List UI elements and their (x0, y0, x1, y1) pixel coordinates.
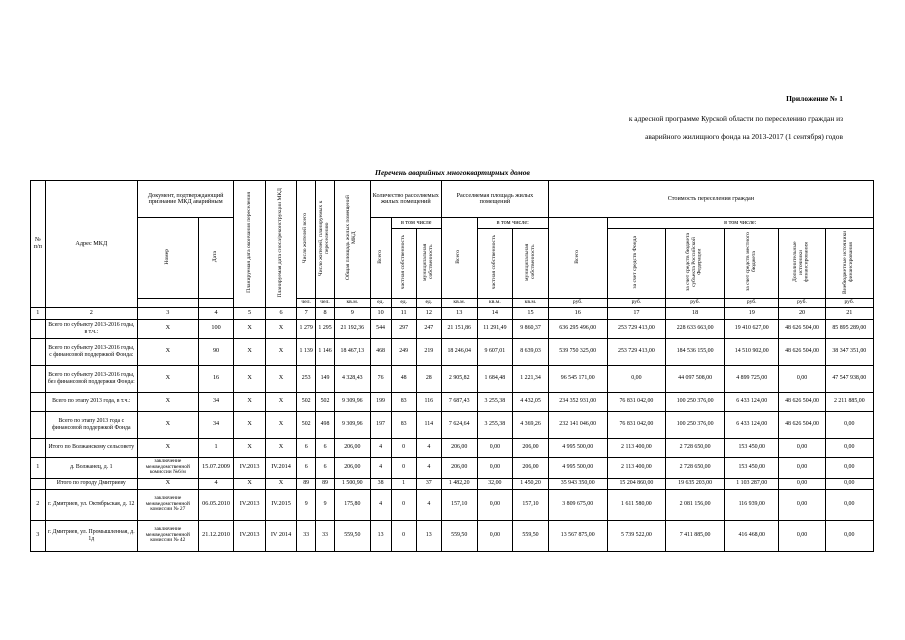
table-cell: Х (234, 392, 265, 411)
unit-cell: чел. (297, 298, 316, 307)
table-row (31, 365, 874, 392)
table-cell: 38 (370, 478, 391, 489)
table-cell: 1 103 287,00 (724, 478, 779, 489)
table-cell: IV.2014 (265, 457, 296, 478)
table-cell: Х (265, 411, 296, 438)
column-number: 13 (441, 307, 477, 319)
table-cell: 28 (416, 365, 441, 392)
table-cell: заключение межведомственной комиссии № 42 (137, 520, 198, 551)
header-residents: Число жителей всего (297, 181, 316, 299)
table-cell: 33 (297, 520, 316, 551)
header-cost-fund: за счет средств Фонда (607, 229, 666, 299)
table-row (31, 457, 874, 478)
table-cell: 15 204 860,00 (607, 478, 666, 489)
column-number: 4 (198, 307, 234, 319)
table-cell: 1 (31, 457, 46, 478)
table-row (31, 392, 874, 411)
table-cell: 21 151,86 (441, 319, 477, 338)
table-cell: 468 (370, 338, 391, 365)
header-rooms-total: Всего (370, 218, 391, 299)
table-cell: 157,10 (513, 489, 549, 520)
table-cell: 247 (416, 319, 441, 338)
table-cell: 116 (416, 392, 441, 411)
table-cell: 2 (31, 489, 46, 520)
table-cell: 0,00 (477, 438, 513, 457)
table-cell: 559,50 (513, 520, 549, 551)
header-cost-incl: в том числе: (607, 218, 873, 229)
header-total-area: Общая площадь жилых помещений МКД (334, 181, 370, 299)
table-cell: 16 (198, 365, 234, 392)
table-cell: 4 995 500,00 (548, 457, 607, 478)
table-cell: 6 (316, 438, 335, 457)
table-cell: 0,00 (825, 411, 873, 438)
table-cell: 0,00 (477, 457, 513, 478)
table-cell: 76 (370, 365, 391, 392)
column-number: 15 (513, 307, 549, 319)
table-cell: 0,00 (477, 520, 513, 551)
table-cell (31, 338, 46, 365)
table-cell: 1 (391, 478, 416, 489)
table-cell: 1 146 (316, 338, 335, 365)
table-cell: 0,00 (779, 489, 825, 520)
table-cell: 153 450,00 (724, 438, 779, 457)
table-cell: 149 (316, 365, 335, 392)
table-cell: 89 (297, 478, 316, 489)
table-cell: Всего по этапу 2013 года, в т.ч.: (45, 392, 137, 411)
column-number: 7 (297, 307, 316, 319)
table-cell: 33 (316, 520, 335, 551)
table-cell: 9 (297, 489, 316, 520)
table-cell: 100 250 376,00 (666, 411, 725, 438)
table-cell: 6 (316, 457, 335, 478)
table-row (31, 489, 874, 520)
table-cell: 2 081 156,00 (666, 489, 725, 520)
table-cell: Итого по Волжанскому сельсовету (45, 438, 137, 457)
header-doc-group: Документ, подтверждающий признание МКД аварийным (137, 181, 233, 218)
column-number: 9 (334, 307, 370, 319)
table-cell: 100 (198, 319, 234, 338)
header-address: Адрес МКД (45, 181, 137, 308)
table-cell: 4 369,26 (513, 411, 549, 438)
table-cell: 2 905,82 (441, 365, 477, 392)
table-cell: 85 895 289,00 (825, 319, 873, 338)
table-cell: 0,00 (779, 478, 825, 489)
table-cell: Х (137, 411, 198, 438)
table-cell: 96 545 171,00 (548, 365, 607, 392)
table-cell: 206,00 (441, 438, 477, 457)
table-cell: 234 352 931,00 (548, 392, 607, 411)
table-cell: Х (137, 319, 198, 338)
table-cell: 206,00 (441, 457, 477, 478)
table-cell: г. Дмитриев, ул. Промышленная, д. 1д (45, 520, 137, 551)
table-cell: 0,00 (607, 365, 666, 392)
table-cell: 3 255,38 (477, 411, 513, 438)
table-cell: Х (137, 392, 198, 411)
table-cell: 498 (316, 411, 335, 438)
table-cell: 1 139 (297, 338, 316, 365)
column-number: 20 (779, 307, 825, 319)
table-cell: 37 (416, 478, 441, 489)
table-cell: IV.2013 (234, 489, 265, 520)
table-cell: 6 433 124,00 (724, 411, 779, 438)
table-cell: 502 (297, 411, 316, 438)
table-cell: Х (265, 338, 296, 365)
table-row (31, 411, 874, 438)
unit-cell: руб. (779, 298, 825, 307)
table-cell: Х (265, 438, 296, 457)
table-cell: Х (265, 478, 296, 489)
table-row (31, 438, 874, 457)
header-cost-local: за счет средств местного бюджета (724, 229, 779, 299)
table-cell: Х (137, 478, 198, 489)
column-number: 17 (607, 307, 666, 319)
unit-cell: ед. (416, 298, 441, 307)
table-row (31, 520, 874, 551)
table-cell: 1 279 (297, 319, 316, 338)
table-cell: 48 626 504,00 (779, 338, 825, 365)
table-cell: Х (265, 392, 296, 411)
table-cell (31, 478, 46, 489)
table-cell: 7 624,64 (441, 411, 477, 438)
table-row (31, 478, 874, 489)
table-cell: 9 607,01 (477, 338, 513, 365)
table-cell: 232 141 046,00 (548, 411, 607, 438)
header-cost-additional: Дополнительные источники финансирования (779, 229, 825, 299)
table-cell: 0 (391, 520, 416, 551)
unit-cell (198, 298, 234, 307)
table-cell: 2 113 400,00 (607, 457, 666, 478)
unit-cell: чел. (316, 298, 335, 307)
header-cost-federal: за счет средств бюджета субъекта Российской Федерации (666, 229, 725, 299)
table-cell (31, 438, 46, 457)
table-cell: 19 635 203,00 (666, 478, 725, 489)
table-cell: д. Волжанец, д. 1 (45, 457, 137, 478)
table-cell: 0 (391, 438, 416, 457)
unit-cell: ед. (391, 298, 416, 307)
column-number: 6 (265, 307, 296, 319)
unit-cell: кв.м. (441, 298, 477, 307)
table-cell: 4 (198, 478, 234, 489)
unit-cell: руб. (825, 298, 873, 307)
table-cell (31, 365, 46, 392)
table-cell: 4 (370, 438, 391, 457)
table-cell: 35 943 350,00 (548, 478, 607, 489)
appendix-reference: к адресной программе Курской области по переселению граждан из (628, 114, 843, 123)
table-cell: 83 (391, 411, 416, 438)
table-cell: 249 (391, 338, 416, 365)
table-cell: 18 246,04 (441, 338, 477, 365)
table-cell: 1 (198, 438, 234, 457)
table-cell: 21.12.2010 (198, 520, 234, 551)
table-cell: Х (137, 338, 198, 365)
header-cost-group: Стоимость переселения граждан (548, 181, 873, 218)
table-cell: 2 728 650,00 (666, 457, 725, 478)
table-cell: Всего по субъекту 2013-2016 годы, в т.ч.: (45, 319, 137, 338)
table-cell: Х (234, 478, 265, 489)
table-cell: 175,80 (334, 489, 370, 520)
header-no: № п/п (31, 181, 46, 308)
table-cell: 7 687,43 (441, 392, 477, 411)
header-doc-number: Номер (137, 218, 198, 299)
table-cell: Всего по субъекту 2013-2016 годы, с финансовой поддержкой Фонда: (45, 338, 137, 365)
table-cell: 0,00 (779, 365, 825, 392)
table-cell: 6 433 124,00 (724, 392, 779, 411)
table-cell: 4 (370, 457, 391, 478)
table-cell (31, 411, 46, 438)
appendix-number: Приложение № 1 (786, 94, 843, 103)
table-cell: 5 739 522,00 (607, 520, 666, 551)
table-cell: Х (137, 438, 198, 457)
table-cell: 9 860,37 (513, 319, 549, 338)
table-cell: 197 (370, 411, 391, 438)
unit-cell: кв.м. (513, 298, 549, 307)
table-cell: 0,00 (825, 438, 873, 457)
emergency-houses-table (30, 180, 874, 552)
table-cell: 228 633 663,00 (666, 319, 725, 338)
table-cell: 253 729 413,00 (607, 338, 666, 365)
header-doc-date: Дата (198, 218, 234, 299)
table-cell: 416 468,00 (724, 520, 779, 551)
table-cell: Х (234, 338, 265, 365)
table-cell: 4 432,05 (513, 392, 549, 411)
table-cell: 4 899 725,00 (724, 365, 779, 392)
table-row (31, 338, 874, 365)
table-cell: Х (137, 365, 198, 392)
table-cell: 6 (297, 457, 316, 478)
table-cell: 1 450,20 (513, 478, 549, 489)
table-cell: 3 (31, 520, 46, 551)
table-cell: 32,00 (477, 478, 513, 489)
table-cell: 100 250 376,00 (666, 392, 725, 411)
table-cell: 4 995 500,00 (548, 438, 607, 457)
table-cell: 0,00 (825, 520, 873, 551)
table-cell: заключение межведомственной комиссии №6/м (137, 457, 198, 478)
table-cell: 0 (391, 489, 416, 520)
column-number: 18 (666, 307, 725, 319)
column-numbers-row (31, 307, 874, 319)
table-cell: 76 831 042,00 (607, 392, 666, 411)
table-cell: 157,10 (441, 489, 477, 520)
column-number: 2 (45, 307, 137, 319)
table-cell: 1 684,48 (477, 365, 513, 392)
table-cell: 0 (391, 457, 416, 478)
table-cell: Х (234, 319, 265, 338)
table-cell: 44 097 508,00 (666, 365, 725, 392)
header-rooms-incl: в том числе (391, 218, 441, 229)
table-cell: 14 510 902,00 (724, 338, 779, 365)
header-area-private: частная собственность (477, 229, 513, 299)
table-cell: 0,00 (779, 520, 825, 551)
column-number: 5 (234, 307, 265, 319)
table-cell: 4 (416, 457, 441, 478)
table-cell: 2 211 885,00 (825, 392, 873, 411)
units-row (31, 298, 874, 307)
table-cell: Всего по субъекту 2013-2016 годы, без финансовой поддержки Фонда: (45, 365, 137, 392)
column-number: 19 (724, 307, 779, 319)
header-residents-planned: Число жителей, планируемых к переселению (316, 181, 335, 299)
table-cell: 48 (391, 365, 416, 392)
table-cell: Х (234, 365, 265, 392)
table-cell: 4 328,43 (334, 365, 370, 392)
table-cell: 253 (297, 365, 316, 392)
column-number: 1 (31, 307, 46, 319)
table-cell: заключение межведомственной комиссии № 27 (137, 489, 198, 520)
table-cell: 19 410 627,00 (724, 319, 779, 338)
column-number: 21 (825, 307, 873, 319)
table-cell: 502 (297, 392, 316, 411)
table-row (31, 319, 874, 338)
table-cell: 34 (198, 392, 234, 411)
table-cell: 1 295 (316, 319, 335, 338)
table-cell: 0,00 (825, 489, 873, 520)
table-cell: 9 (316, 489, 335, 520)
header-planned-demolition: Планируемая дата сноса/реконструкции МКД (265, 181, 296, 308)
header-area-incl: в том числе: (477, 218, 548, 229)
table-cell: 636 295 496,00 (548, 319, 607, 338)
table-cell: 0,00 (825, 457, 873, 478)
table-cell: 21 192,36 (334, 319, 370, 338)
unit-cell: руб. (724, 298, 779, 307)
document-title: Перечень аварийных многоквартирных домов (375, 168, 530, 177)
column-number: 14 (477, 307, 513, 319)
header-cost-extrabudget: Внебюджетные источники финансирования (825, 229, 873, 299)
table-cell: 253 729 413,00 (607, 319, 666, 338)
table-cell: 2 728 650,00 (666, 438, 725, 457)
table-cell: 83 (391, 392, 416, 411)
table-cell (31, 319, 46, 338)
table-cell: 114 (416, 411, 441, 438)
table-cell: 13 567 875,00 (548, 520, 607, 551)
table-cell: 0,00 (779, 457, 825, 478)
table-cell: 116 939,00 (724, 489, 779, 520)
column-number: 11 (391, 307, 416, 319)
table-cell: 4 (370, 489, 391, 520)
table-cell: 1 611 580,00 (607, 489, 666, 520)
unit-cell: руб. (666, 298, 725, 307)
table-cell: Х (234, 438, 265, 457)
table-cell: 7 411 885,00 (666, 520, 725, 551)
header-rooms-municipal: муниципальная собственность (416, 229, 441, 299)
table-cell: 206,00 (334, 438, 370, 457)
table-cell: 206,00 (334, 457, 370, 478)
table-cell: 3 809 675,00 (548, 489, 607, 520)
column-number: 12 (416, 307, 441, 319)
table-cell: IV.2013 (234, 457, 265, 478)
table-cell: 48 626 504,00 (779, 411, 825, 438)
column-number: 10 (370, 307, 391, 319)
table-cell: 219 (416, 338, 441, 365)
unit-cell (137, 298, 198, 307)
table-cell: 4 (416, 438, 441, 457)
table-cell: 544 (370, 319, 391, 338)
table-cell: 206,00 (513, 438, 549, 457)
table-cell: 13 (370, 520, 391, 551)
table-cell: 3 255,38 (477, 392, 513, 411)
table-header (31, 181, 874, 320)
table-cell: 6 (297, 438, 316, 457)
table-cell: 206,00 (513, 457, 549, 478)
table-cell: 90 (198, 338, 234, 365)
unit-cell: ед. (370, 298, 391, 307)
table-cell: 297 (391, 319, 416, 338)
table-cell: 76 831 042,00 (607, 411, 666, 438)
table-cell: г. Дмитриев, ул. Октябрьская, д. 12 (45, 489, 137, 520)
table-cell: 199 (370, 392, 391, 411)
table-cell: 0,00 (779, 438, 825, 457)
table-cell: Всего по этапу 2013 года с финансовой поддержкой Фонда (45, 411, 137, 438)
unit-cell: кв.м. (334, 298, 370, 307)
table-cell: 1 500,90 (334, 478, 370, 489)
table-cell: 47 547 938,00 (825, 365, 873, 392)
table-cell: 539 750 325,00 (548, 338, 607, 365)
table-cell: Х (265, 365, 296, 392)
table-cell: 9 309,96 (334, 392, 370, 411)
appendix-period: аварийного жилищного фонда на 2013-2017 (1 сентября) годов (645, 132, 843, 141)
table-cell (31, 392, 46, 411)
table-cell: 15.07.2009 (198, 457, 234, 478)
table-cell: Х (265, 319, 296, 338)
table-cell: 2 113 400,00 (607, 438, 666, 457)
header-area-group: Расселяемая площадь жилых помещений (441, 181, 548, 218)
table-cell: 13 (416, 520, 441, 551)
table-cell: 8 639,03 (513, 338, 549, 365)
table-cell: 38 347 351,00 (825, 338, 873, 365)
table-cell: 48 626 504,00 (779, 319, 825, 338)
table-cell: Итого по городу Дмитриеву (45, 478, 137, 489)
header-area-municipal: муниципальная собственность (513, 229, 549, 299)
table-cell: 0,00 (477, 489, 513, 520)
table-cell: IV.2015 (265, 489, 296, 520)
table-cell: 18 467,13 (334, 338, 370, 365)
table-cell: 11 291,49 (477, 319, 513, 338)
column-number: 8 (316, 307, 335, 319)
table-cell: IV 2014 (265, 520, 296, 551)
table-body (31, 319, 874, 551)
header-rooms-private: частная собственность (391, 229, 416, 299)
table-cell: 4 (416, 489, 441, 520)
table-cell: 9 309,96 (334, 411, 370, 438)
table-cell: 153 450,00 (724, 457, 779, 478)
table-cell: 1 221,34 (513, 365, 549, 392)
table-cell: 0,00 (825, 478, 873, 489)
table-cell: 48 626 504,00 (779, 392, 825, 411)
unit-cell: руб. (607, 298, 666, 307)
header-area-total: Всего (441, 218, 477, 299)
header-cost-total: Всего (548, 218, 607, 299)
table-cell: 559,50 (441, 520, 477, 551)
table-cell: 34 (198, 411, 234, 438)
table-cell: 1 482,20 (441, 478, 477, 489)
table-cell: 502 (316, 392, 335, 411)
table-cell: IV.2013 (234, 520, 265, 551)
unit-cell: руб. (548, 298, 607, 307)
table-cell: 89 (316, 478, 335, 489)
table-cell: 06.05.2010 (198, 489, 234, 520)
unit-cell: кв.м. (477, 298, 513, 307)
column-number: 16 (548, 307, 607, 319)
header-planned-relocation: Планируемая дата окончания переселения (234, 181, 265, 308)
table-cell: 559,50 (334, 520, 370, 551)
column-number: 3 (137, 307, 198, 319)
table-cell: 184 536 155,00 (666, 338, 725, 365)
table-cell: Х (234, 411, 265, 438)
header-rooms-group: Количество расселяемых жилых помещений (370, 181, 441, 218)
